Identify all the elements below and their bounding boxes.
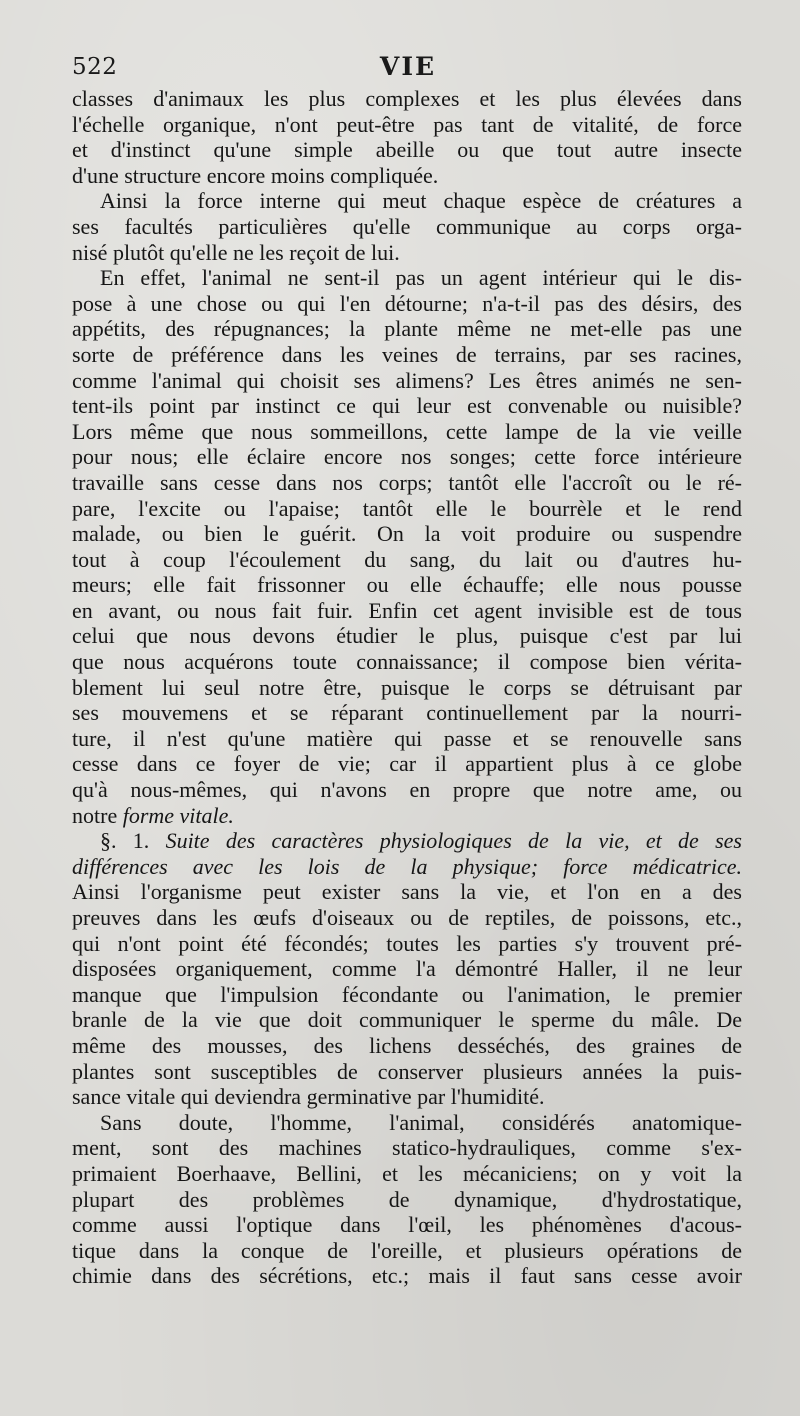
body-text [72, 86, 742, 1289]
text-line: Ainsi l'organisme peut exister sans la vie, et l'on en a des [72, 879, 742, 905]
text-line: sance vitale qui deviendra germinative par l'humidité. [72, 1084, 545, 1110]
text-line: disposées organiquement, comme l'a démontré Haller, il ne leur [72, 956, 742, 982]
text-line: preuves dans les œufs d'oiseaux ou de reptiles, de poissons, etc., [72, 905, 742, 930]
text-line: ses facultés particulières qu'elle communique au corps orga- [72, 213, 742, 239]
text-line: l'échelle organique, n'ont peut-être pas tant de vitalité, de force [72, 111, 742, 137]
text-line: blement lui seul notre être, puisque le corps se détruisant par [72, 674, 742, 700]
text-line: comme aussi l'optique dans l'œil, les phénomènes d'acous- [72, 1212, 742, 1238]
text-line: que nous acquérons toute connaissance; il compose bien vérita- [72, 649, 742, 675]
section-number: §. 1. [100, 828, 150, 854]
text-line: primaient Boerhaave, Bellini, et les mécaniciens; on y voit la [72, 1160, 742, 1186]
text-line: celui que nous devons étudier le plus, puisque c'est par lui [72, 623, 742, 649]
text-line: en avant, ou nous fait fuir. Enfin cet agent invisible est de tous [72, 597, 742, 623]
text-line: travaille sans cesse dans nos corps; tantôt elle l'accroît ou le ré- [72, 469, 742, 495]
text-line: d'une structure encore moins compliquée. [72, 162, 439, 188]
text-line: qui n'ont point été fécondés; toutes les parties s'y trouvent pré- [72, 930, 742, 956]
text-line: appétits, des répugnances; la plante même ne met-elle pas une [72, 316, 742, 342]
text-line: ture, il n'est qu'une matière qui passe et se renouvelle sans [72, 725, 742, 751]
text-line: malade, ou bien le guérit. On la voit produire ou suspendre [72, 521, 742, 547]
text-line: pare, l'excite ou l'apaise; tantôt elle le bourrèle et le rend [72, 495, 742, 521]
text-line-forme-vitale [72, 803, 742, 829]
text-line: plupart des problèmes de dynamique, d'hydrostatique, [72, 1186, 742, 1212]
text-line: qu'à nous-mêmes, qui n'avons en propre que notre ame, ou [72, 777, 742, 803]
text-line: Sans doute, l'homme, l'animal, considérés anatomique- [100, 1109, 742, 1135]
section-title-continued: différences avec les lois de la physique; force médicatrice. [72, 853, 742, 879]
text-line: meurs; elle fait frissonner ou elle échauffe; elle nous pousse [72, 572, 742, 598]
text-line: même des mousses, des lichens desséchés, des graines de [72, 1032, 742, 1058]
text-line: cesse dans ce foyer de vie; car il appartient plus à ce globe [72, 751, 742, 777]
text-line: et d'instinct qu'une simple abeille ou que tout autre insecte [72, 137, 742, 163]
text-line: manque que l'impulsion fécondante ou l'animation, le premier [72, 981, 742, 1007]
text-line: pose à une chose ou qui l'en détourne; n'a-t-il pas des désirs, des [72, 290, 742, 316]
running-head: VIE [379, 52, 437, 81]
text-line: ment, sont des machines statico-hydrauliques, comme s'ex- [72, 1135, 742, 1161]
section-title: Suite des caractères physiologiques de la vie, et de ses [165, 828, 742, 854]
text-line: tent-ils point par instinct ce qui leur est convenable ou nuisible? [72, 393, 742, 419]
text-line: tout à coup l'écoulement du sang, du lait ou d'autres hu- [72, 546, 742, 572]
text-line: ses mouvemens et se réparant continuellement par la nourri- [72, 700, 742, 726]
text-line: nisé plutôt qu'elle ne les reçoit de lui. [72, 239, 400, 265]
text-line: En effet, l'animal ne sent-il pas un agent intérieur qui le dis- [100, 265, 742, 291]
text-line: tique dans la conque de l'oreille, et plusieurs opérations de [72, 1237, 742, 1263]
text-line: branle de la vie que doit communiquer le sperme du mâle. De [72, 1007, 742, 1033]
text-line: sorte de préférence dans les veines de terrains, par ses racines, [72, 341, 742, 367]
page-number: 522 [72, 54, 118, 80]
text-line: Lors même que nous sommeillons, cette lampe de la vie veille [72, 418, 742, 444]
word: notre [72, 802, 118, 828]
text-line: pour nous; elle éclaire encore nos songes; cette force intérieure [72, 444, 742, 470]
text-line: Ainsi la force interne qui meut chaque espèce de créatures a [100, 188, 742, 214]
italic-phrase: forme vitale. [122, 802, 234, 828]
text-line: classes d'animaux les plus complexes et les plus élevées dans [72, 86, 742, 111]
text-line: chimie dans des sécrétions, etc.; mais il faut sans cesse avoir [72, 1263, 742, 1289]
text-line: plantes sont susceptibles de conserver plusieurs années la puis- [72, 1058, 742, 1084]
section-heading-line [72, 828, 742, 854]
text-line: comme l'animal qui choisit ses alimens? Les êtres animés ne sen- [72, 367, 742, 393]
page-header [72, 50, 744, 84]
